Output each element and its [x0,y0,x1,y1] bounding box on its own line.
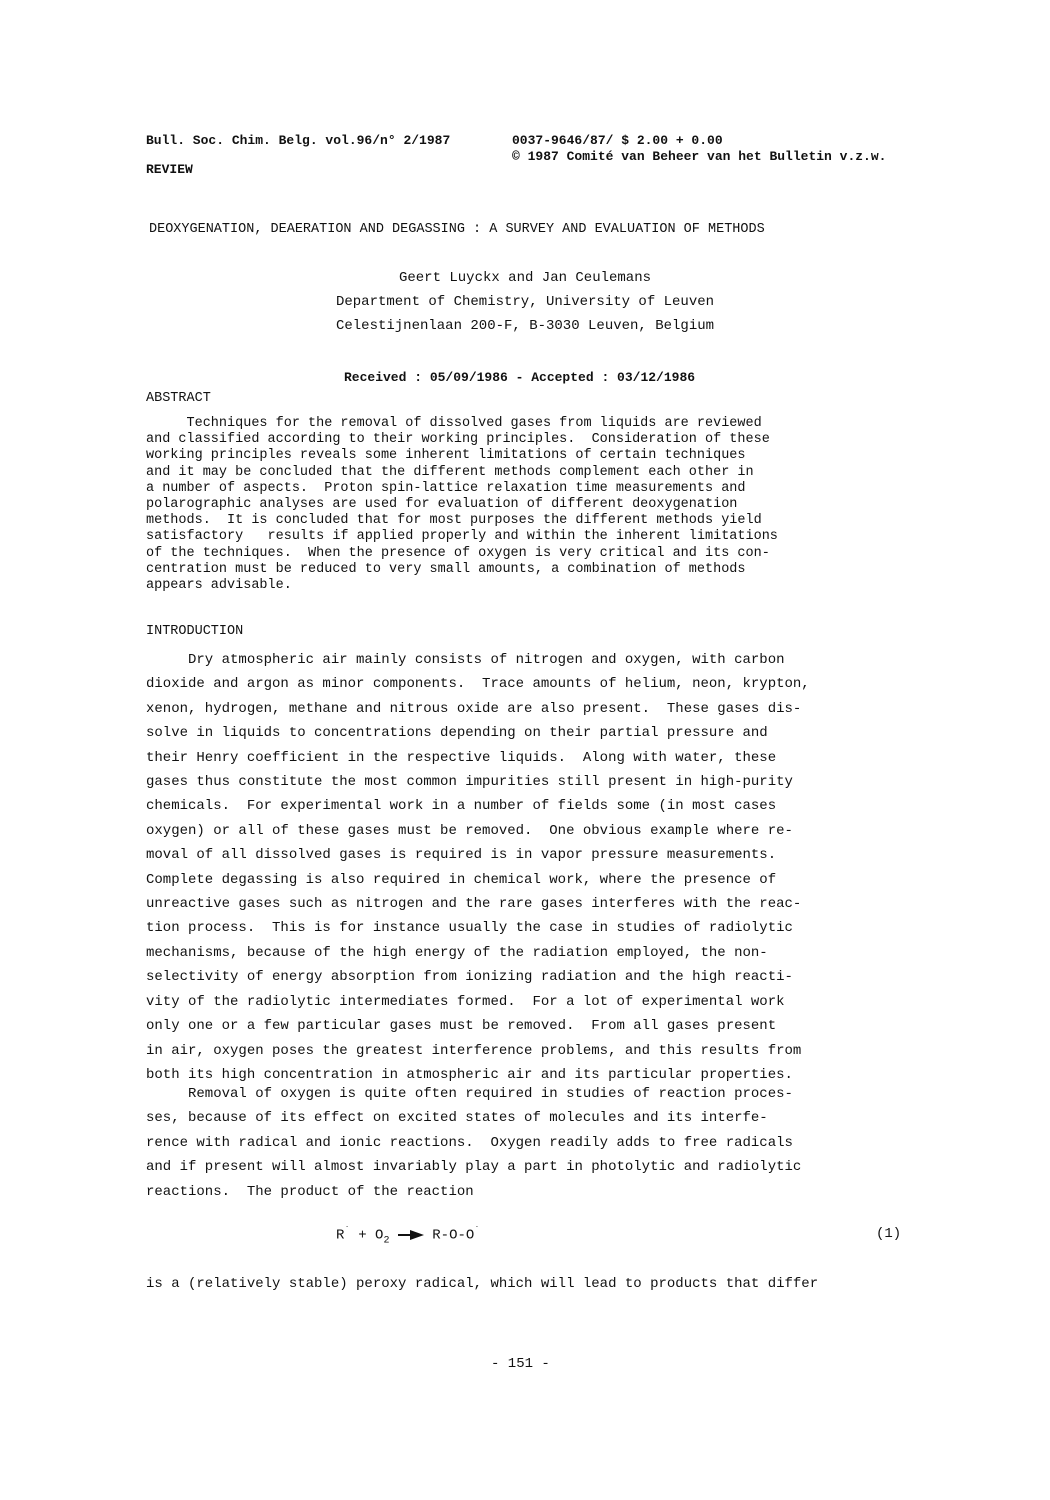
journal-citation: Bull. Soc. Chim. Belg. vol.96/n° 2/1987 [146,133,451,148]
introduction-paragraph-2: Removal of oxygen is quite often required in studies of reaction proces- ses, because of its effect on excited states of molecules and its interfe- rence with radical and ionic reactions. Oxygen readily adds to free radicals and if present will almost invariably play a part in photolytic and radiolytic reactions. The product of the reaction [146,1086,802,1200]
product-dot: ˙ [474,1226,480,1236]
copyright-line: © 1987 Comité van Beheer van het Bulletin v.z.w. [512,149,887,164]
received-accepted-dates: Received : 05/09/1986 - Accepted : 03/12/1986 [344,370,696,385]
oxygen-subscript: 2 [383,1235,390,1247]
equation-number: (1) [876,1226,902,1242]
affiliation: Department of Chemistry, University of Leuven [335,294,715,310]
introduction-heading: INTRODUCTION [146,624,244,639]
reaction-arrow-icon [398,1230,424,1240]
continuation-line: is a (relatively stable) peroxy radical, which will lead to products that differ [146,1276,819,1292]
equation-1 [336,1226,480,1246]
equation-radical: R [336,1227,345,1244]
section-label: REVIEW [146,162,193,177]
introduction-paragraph-1: Dry atmospheric air mainly consists of nitrogen and oxygen, with carbon dioxide and argon as minor components. Trace amounts of helium, neon, krypton, xenon, hydrogen, methane and nitrous oxide are also present. These gases dis- solve in liquids to concentrations depending on their partial pressure and their Henry coefficient in the respective liquids. Along with water, these gases thus constitute the most common impurities still present in high-purity chemicals. For experimental work in a number of fields some (in most cases oxygen) or all of these gases must be removed. One obvious example where re- moval of all dissolved gases is required is in vapor pressure measurements. Complete degassing is also required in chemical work, where the presence of unreactive gases such as nitrogen and the rare gases interferes with the reac- tion process. This is for instance usually the case in studies of radiolytic mechanisms, because of the high energy of the radiation employed, the non- selectivity of energy absorption from ionizing radiation and the high reacti- vity of the radiolytic intermediates formed. For a lot of experimental work only one or a few particular gases must be removed. From all gases present in air, oxygen poses the greatest interference problems, and this results from both its high concentration in atmospheric air and its particular properties. [146,652,810,1083]
article-code: 0037-9646/87/ $ 2.00 + 0.00 [512,133,723,148]
equation-product: R-O-O [432,1227,475,1244]
abstract-text: Techniques for the removal of dissolved gases from liquids are reviewed and classified according to their working principles. Consideration of these working principles reveals some inherent limitations of certain techniques and it may be concluded that the different methods complement each other in a number of aspects. Proton spin-lattice relaxation time measurements and polarographic analyses are used for evaluation of different deoxygenation methods. It is concluded that for most purposes the different methods yield satisfactory results if applied properly and within the inherent limitations of the techniques. When the presence of oxygen is very critical and its con- centration must be reduced to very small amounts, a combination of methods appears advisable. [146,416,778,594]
article-title: DEOXYGENATION, DEAERATION AND DEGASSING : A SURVEY AND EVALUATION OF METHODS [149,222,765,237]
page-number: - 151 - [491,1356,550,1372]
address: Celestijnenlaan 200-F, B-3030 Leuven, Belgium [335,318,715,334]
radical-dot: ˙ [344,1226,350,1236]
equation-oxygen: + O [358,1227,384,1244]
abstract-heading: ABSTRACT [146,391,211,406]
authors: Geert Luyckx and Jan Ceulemans [398,270,652,286]
